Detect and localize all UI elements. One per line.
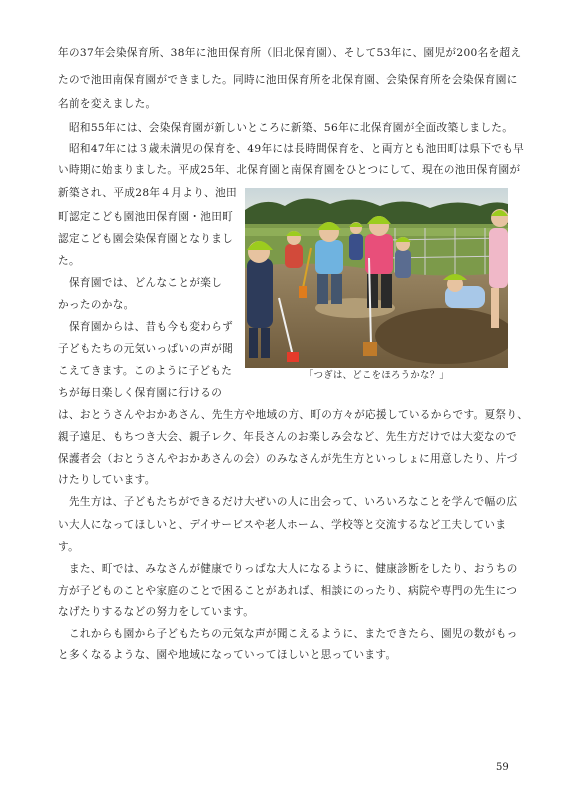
photo-caption: 「つぎは、どこをほろうかな？」 [303, 370, 450, 381]
text-line: 方が子どものことや家庭のことで困ることがあれば、相談にのったり、病院や専門の先生につ [58, 585, 518, 597]
text-line: た。 [58, 255, 80, 267]
text-line: たので池田南保育園ができました。同時に池田保育所を北保育園、会染保育所を会染保育園に [58, 74, 518, 86]
text-line: 保育園からは、昔も今も変わらず [58, 321, 234, 333]
text-line: これからも園から子どもたちの元気な声が聞こえるように、またできたら、園児の数がもっ [58, 628, 518, 640]
text-line: なげたりするなどの努力をしています。 [58, 606, 255, 618]
text-line: 親子遠足、もちつき大会、親子レク、年長さんのお楽しみ会など、先生方だけでは大変なので [58, 431, 517, 443]
text-line: 名前を変えました。 [58, 98, 157, 110]
text-line: 年の37年会染保育所、38年に池田保育所（旧北保育園）、そして53年に、園児が200名を超え [58, 47, 522, 59]
text-line: また、町では、みなさんが健康でりっぱな大人になるように、健康診断をしたり、おうちの [58, 563, 518, 575]
text-line: 昭和47年には３歳未満児の保育を、49年には長時間保育を、と両方とも池田町は県下でも早 [58, 143, 525, 155]
text-line: 町認定こども園池田保育園・池田町 [58, 211, 234, 223]
text-line: 新築され、平成28年４月より、池田 [58, 187, 237, 199]
text-line: 認定こども園会染保育園となりまし [58, 233, 234, 245]
children-digging-photo [245, 188, 508, 368]
text-line: けたりしています。 [58, 474, 156, 486]
text-line: 保護者会（おとうさんやおかあさんの会）のみなさんが先生方といっしょに用意したり、片づ [58, 453, 518, 465]
page-number: 59 [496, 762, 509, 773]
text-line: 保育園では、どんなことが楽し [58, 277, 223, 289]
text-line: は、おとうさんやおかあさん、先生方や地域の方、町の方々が応援しているからです。夏祭り、 [58, 409, 529, 421]
text-line: い時期に始まりました。平成25年、北保育園と南保育園をひとつにして、現在の池田保育園が [58, 164, 521, 176]
text-line: い大人になってほしいと、デイサービスや老人ホーム、学校等と交流するなど工夫していま [58, 519, 507, 531]
text-line: 子どもたちの元気いっぱいの声が聞 [58, 343, 234, 355]
text-line: 昭和55年には、会染保育園が新しいところに新築、56年に北保育園が全面改築しました。 [58, 122, 514, 134]
text-line: す。 [58, 541, 80, 553]
text-line: ちが毎日楽しく保育園に行けるの [58, 387, 223, 399]
text-line: 先生方は、子どもたちができるだけ大ぜいの人に出会って、いろいろなことを学んで幅の広 [58, 496, 518, 508]
text-line: こえてきます。このように子どもた [58, 365, 233, 377]
text-line: かったのかな。 [58, 299, 135, 311]
text-line: と多くなるような、園や地域になっていってほしいと思っています。 [58, 649, 397, 661]
